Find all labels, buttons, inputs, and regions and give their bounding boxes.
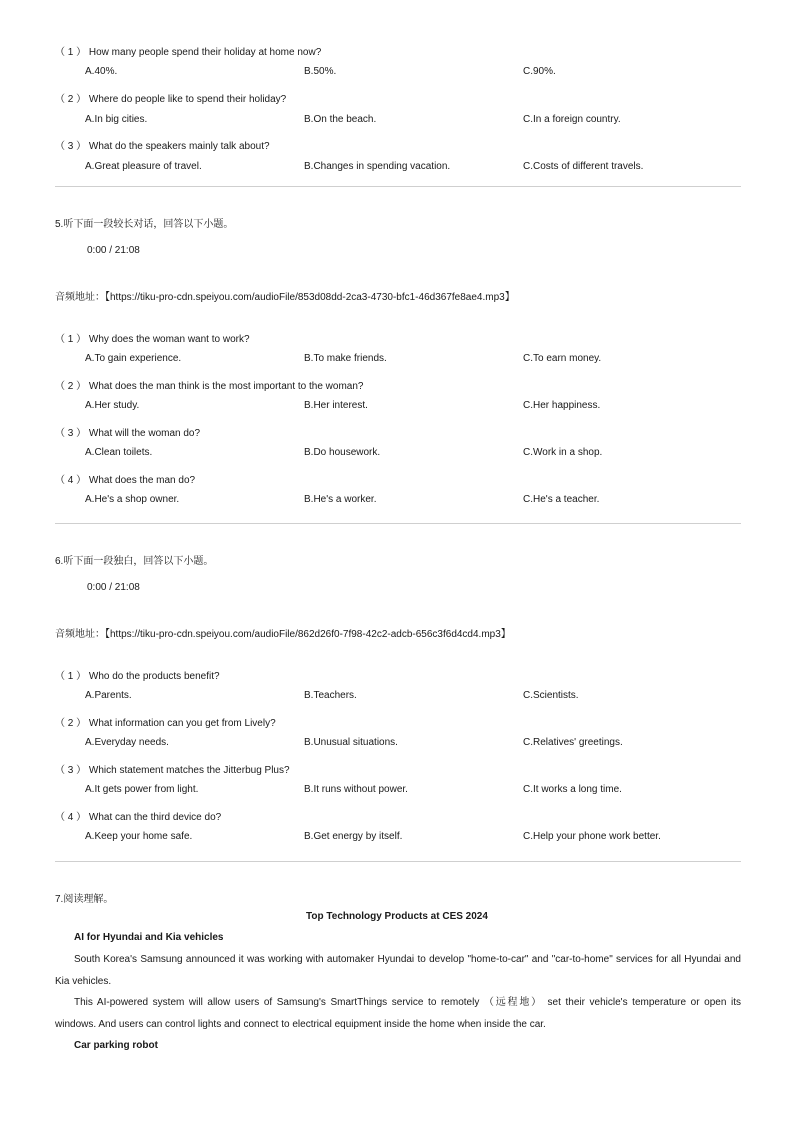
- option-a: A.Clean toilets.: [85, 447, 153, 458]
- option-row: [85, 690, 745, 704]
- option-b: B.Her interest.: [304, 400, 368, 411]
- audio-url[interactable]: 音频地址：【https://tiku-pro-cdn.speiyou.com/audioFile/862d26f0-7f98-42c2-adcb-656c3f6d4cd4.mp3】: [55, 629, 511, 640]
- option-c: C.In a foreign country.: [523, 114, 621, 125]
- option-a: A.40%.: [85, 66, 118, 77]
- option-a: A.It gets power from light.: [85, 784, 199, 795]
- option-c: C.He's a teacher.: [523, 494, 600, 505]
- article-title: Top Technology Products at CES 2024: [306, 911, 488, 922]
- option-b: B.He's a worker.: [304, 494, 377, 505]
- section-divider: [55, 186, 741, 187]
- option-row: [85, 353, 745, 367]
- option-b: B.Get energy by itself.: [304, 831, 403, 842]
- section-divider: [55, 861, 741, 862]
- question-line: （ 1 ） Who do the products benefit?: [55, 671, 220, 682]
- paragraph-text: South Korea's Samsung announced it was working with automaker Hyundai to develop "home-to-car" and "car-to-home" services for all Hyundai and Kia vehicles.: [55, 954, 741, 987]
- question-line: （ 1 ） How many people spend their holiday at home now?: [55, 47, 322, 58]
- question-line: （ 2 ） Where do people like to spend their holiday?: [55, 94, 287, 105]
- option-b: B.It runs without power.: [304, 784, 408, 795]
- question-line: （ 3 ） What will the woman do?: [55, 428, 201, 439]
- option-a: A.He's a shop owner.: [85, 494, 180, 505]
- option-c: C.Help your phone work better.: [523, 831, 661, 842]
- section-divider: [55, 523, 741, 524]
- question-line: （ 2 ） What does the man think is the most important to the woman?: [55, 381, 364, 392]
- option-a: A.To gain experience.: [85, 353, 182, 364]
- option-a: A.Her study.: [85, 400, 140, 411]
- option-a: A.Parents.: [85, 690, 132, 701]
- section-title: 5.听下面一段较长对话，回答以下小题。: [55, 219, 234, 230]
- option-row: [85, 494, 745, 508]
- option-c: C.Her happiness.: [523, 400, 601, 411]
- option-row: [85, 737, 745, 751]
- article-paragraph: [55, 949, 741, 992]
- audio-timer[interactable]: 0:00 / 21:08: [87, 582, 140, 593]
- option-a: A.In big cities.: [85, 114, 148, 125]
- section-title: 7.阅读理解。: [55, 894, 114, 905]
- audio-timer[interactable]: 0:00 / 21:08: [87, 245, 140, 256]
- option-c: C.90%.: [523, 66, 556, 77]
- option-a: A.Great pleasure of travel.: [85, 161, 202, 172]
- question-line: （ 4 ） What can the third device do?: [55, 812, 222, 823]
- paragraph-text: This AI-powered system will allow users of Samsung's SmartThings service to remotely （远程地） set their vehicle's temperature or open its windows. And users can control lights and connect to electrical equipment inside the home when inside the car.: [55, 997, 741, 1030]
- option-row: [85, 784, 745, 798]
- option-b: B.To make friends.: [304, 353, 387, 364]
- option-row: [85, 831, 745, 845]
- option-b: B.Do housework.: [304, 447, 381, 458]
- option-b: B.50%.: [304, 66, 337, 77]
- section-title: 6.听下面一段独白，回答以下小题。: [55, 556, 214, 567]
- option-c: C.It works a long time.: [523, 784, 622, 795]
- question-line: （ 1 ） Why does the woman want to work?: [55, 334, 250, 345]
- question-line: （ 4 ） What does the man do?: [55, 475, 196, 486]
- option-b: B.On the beach.: [304, 114, 377, 125]
- question-line: （ 3 ） What do the speakers mainly talk about?: [55, 141, 270, 152]
- article-paragraph: [55, 992, 741, 1035]
- option-row: [85, 161, 745, 175]
- option-c: C.To earn money.: [523, 353, 602, 364]
- article-heading: AI for Hyundai and Kia vehicles: [74, 932, 224, 943]
- option-c: C.Costs of different travels.: [523, 161, 644, 172]
- option-c: C.Scientists.: [523, 690, 579, 701]
- article-heading: Car parking robot: [74, 1040, 158, 1051]
- option-row: [85, 114, 745, 128]
- option-c: C.Relatives' greetings.: [523, 737, 623, 748]
- option-a: A.Keep your home safe.: [85, 831, 193, 842]
- option-b: B.Changes in spending vacation.: [304, 161, 451, 172]
- option-row: [85, 447, 745, 461]
- option-row: [85, 400, 745, 414]
- option-a: A.Everyday needs.: [85, 737, 169, 748]
- option-c: C.Work in a shop.: [523, 447, 603, 458]
- option-b: B.Unusual situations.: [304, 737, 398, 748]
- audio-url[interactable]: 音频地址：【https://tiku-pro-cdn.speiyou.com/audioFile/853d08dd-2ca3-4730-bfc1-46d367fe8ae4.mp3】: [55, 292, 515, 303]
- question-line: （ 2 ） What information can you get from Lively?: [55, 718, 276, 729]
- option-row: [85, 66, 745, 80]
- question-line: （ 3 ） Which statement matches the Jitterbug Plus?: [55, 765, 290, 776]
- option-b: B.Teachers.: [304, 690, 357, 701]
